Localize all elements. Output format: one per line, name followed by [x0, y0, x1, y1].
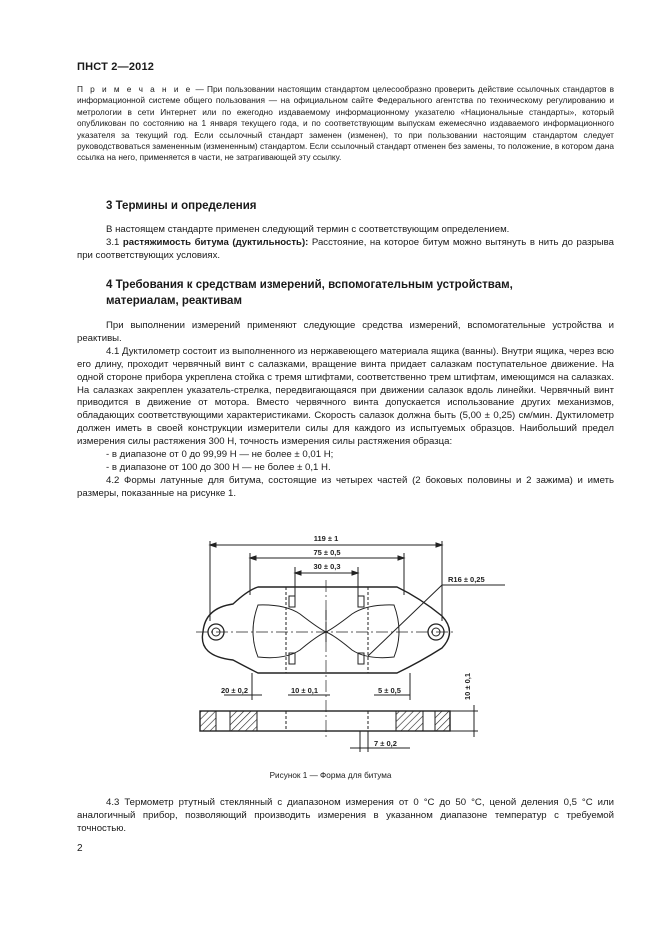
dim-label-inner: 75 ± 0,5	[313, 548, 341, 557]
dim-label-bottom: 7 ± 0,2	[374, 739, 397, 748]
note-text: — При пользовании настоящим стандартом целесообразно проверить действие ссылочных стандартов в информационной системе общего пользования — на официальном сайте Федерального агентства по техническому регулированию и метрологии в сети Интернет или по ежегодно издаваемому информационному указателю «Национальные стандарты», который опубликован по состоянию на 1 января текущего года, и по соответствующим выпускам ежемесячно издаваемого информационного указателя за текущий год. Если ссылочный стандарт заменен (изменен), то при пользовании настоящим стандартом следует руководствоваться замененным (измененным) стандартом. Если ссылочный стандарт отменен без замены, то положение, в котором дана ссылка на него, применяется в части, не затрагивающей эту ссылку.	[77, 84, 614, 163]
page-number: 2	[77, 843, 83, 854]
document-code: ПНСТ 2—2012	[77, 61, 155, 73]
section-3-body	[77, 224, 614, 263]
section-3-title: 3 Термины и определения	[106, 200, 257, 212]
hatched-section	[230, 711, 257, 731]
paragraph-4-3: 4.3 Термометр ртутный стеклянный с диапазоном измерения от 0 °С до 50 °С, ценой деления 0,5 °С или аналогичный прибор, позволяющий производить измерения в указанном диапазоне температур с требуемой точностью.	[77, 797, 614, 834]
hatched-section	[435, 711, 450, 731]
dim-label-middle: 30 ± 0,3	[313, 562, 341, 571]
term-definition: Расстояние, на которое битум можно вытянуть в нить до разрыва при соответствующих условиях.	[77, 236, 615, 261]
list-item: - в диапазоне от 100 до 300 Н — не более ± 0,1 Н.	[106, 461, 331, 473]
notch	[358, 596, 364, 607]
dim-label-height: 10 ± 0,1	[463, 672, 472, 700]
paragraph-4-2: 4.2 Формы латунные для битума, состоящие из четырех частей (2 боковых половины и 2 зажима) и иметь размеры, показанные на рисунке 1.	[77, 474, 614, 499]
term-name: растяжимость битума (дуктильность):	[122, 236, 309, 248]
radius-leader	[368, 585, 442, 656]
dim-label-left: 20 ± 0,2	[221, 686, 249, 695]
notch	[289, 596, 295, 607]
note-label: П р и м е ч а н и е	[77, 84, 193, 94]
section-4-intro: При выполнении измерений применяют следующие средства измерений, вспомогательные устройства и реактивы.	[77, 320, 614, 344]
hatched-section	[200, 711, 216, 731]
right-clamp-cavity	[326, 605, 399, 658]
dim-label-overall: 119 ± 1	[313, 534, 339, 543]
section-4-title	[106, 278, 606, 309]
list-item: - в диапазоне от 0 до 99,99 Н — не более ± 0,01 Н;	[106, 449, 334, 461]
hatched-section	[396, 711, 423, 731]
dim-label-radius: R16 ± 0,25	[448, 575, 485, 584]
section-4-title-line1: 4 Требования к средствам измерений, вспомогательным устройствам,	[106, 279, 513, 291]
section-4-body-continued	[77, 797, 614, 836]
dim-label-right: 5 ± 0,5	[378, 686, 401, 695]
paragraph-4-1: 4.1 Дуктилометр состоит из выполненного из нержавеющего материала ящика (ванны). Внутри ящика, через всю его длину, проходит червячный винт с салазками, вращение винта придает салазкам поступательное движение. На одной стороне прибора укреплена стойка с тремя штифтами, соответственно трем штифтам, имеющимся на салазках. На салазках закреплен указатель-стрелка, передвигающаяся при движении салазок вдоль линейки. Червячный винт приводится в движение от мотора. Вместо червячного винта допускается использование других механизмов, обладающих соответствующими характеристиками. Скорость салазок должна быть (5,00 ± 0,25) см/мин. Дуктилометр должен иметь в своей конструкции измерители силы для каждого из испытуемых образцов. Наибольший предел измерения силы растяжения 300 Н, точность измерения силы растяжения образца:	[77, 345, 614, 448]
note-paragraph	[77, 84, 614, 164]
section-4-title-line2: материалам, реактивам	[106, 294, 242, 307]
figure-caption: Рисунок 1 — Форма для битума	[269, 771, 392, 780]
term-number: 3.1	[106, 236, 123, 248]
section-4-body	[77, 320, 614, 501]
dim-label-neck: 10 ± 0,1	[291, 686, 319, 695]
figure-bitumen-mold	[0, 525, 661, 765]
left-clamp-cavity	[253, 605, 326, 658]
term-3-1	[77, 237, 614, 263]
section-3-intro: В настоящем стандарте применен следующий термин с соответствующим определением.	[106, 224, 510, 235]
